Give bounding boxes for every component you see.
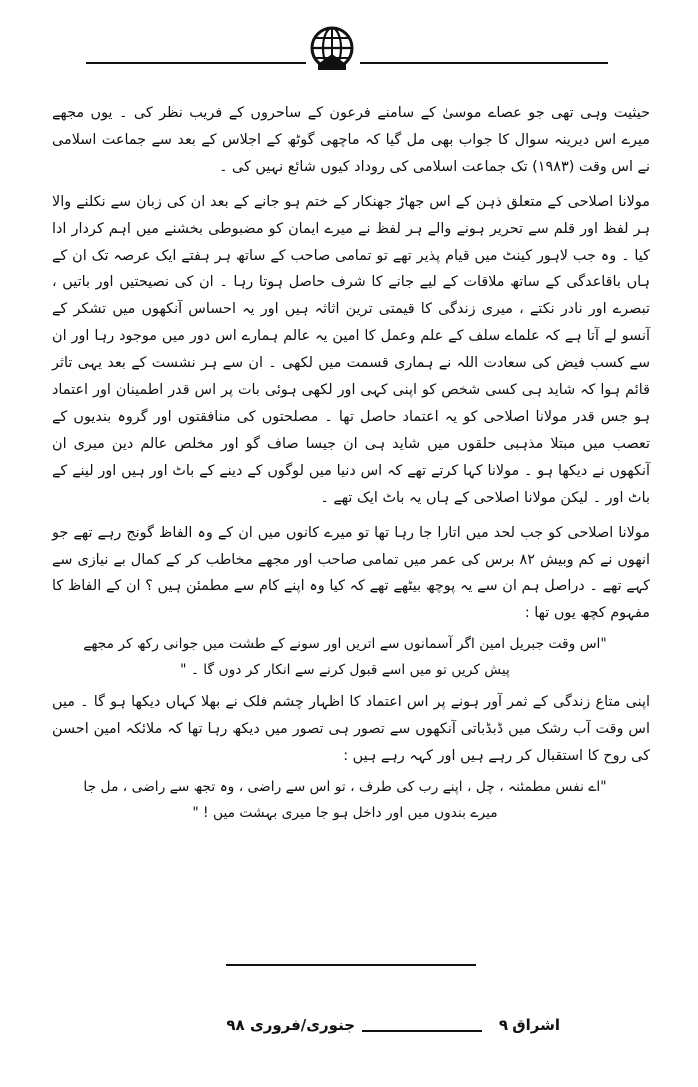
page-number: ۹ — [498, 1016, 508, 1034]
issue-date: جنوری/فروری ۹۸ — [226, 1016, 355, 1034]
header-rule-left — [86, 62, 306, 64]
article-body — [52, 100, 650, 832]
globe-logo-icon — [306, 24, 358, 76]
footer-dash — [362, 1030, 482, 1032]
end-of-article-rule — [226, 964, 476, 966]
paragraph-3: مولانا اصلاحی کو جب لحد میں اتارا جا رہا تھا تو میرے کانوں میں ان کے وہ الفاظ گونج رہے تھے جو انھوں نے کم وبیش ۸۲ برس کی عمر میں تمامی صاحب اور مجھے مخاطب کر کے کمال بے نیازی سے کہے تھے ۔ دراصل ہم ان سے یہ پوچھ بیٹھے تھے کہ کیا وہ اپنے کام سے مطمئن ہیں ؟ ان کے الفاظ کا مفہوم کچھ یوں تھا : — [52, 524, 650, 622]
magazine-name: اشراق — [512, 1016, 560, 1034]
paragraph-1: حیثیت وہی تھی جو عصاے موسیٰ کے سامنے فرعون کے ساحروں کے فریب نظر کی ۔ یوں مجھے میرے اس دیرینہ سوال کا جواب بھی مل گیا کہ ماچھی گوٹھ کے اجلاس کے بعد سے جماعت اسلامی نے اس وقت (۱۹۸۳) تک جماعت اسلامی کی روداد کیوں شائع نہیں کی ۔ — [52, 105, 650, 175]
paragraph-2: مولانا اصلاحی کے متعلق ذہن کے اس جھاڑ جھنکار کے ختم ہو جانے کے بعد ان کی زبان سے نکلنے والا ہر لفظ اور قلم سے تحریر ہونے والے ہر لفظ نے میرے ایمان کو مضبوطی بخشنے میں اہم کردار ادا کیا ۔ وہ جب لاہور کینٹ میں قیام پذیر تھے تو تمامی صاحب کے ساتھ ہر ہفتے ایک عرصہ تک ان کے ہاں باقاعدگی کے ساتھ ملاقات کے لیے جانے کا شرف حاصل ہوتا رہا ۔ ان کی نصیحتیں اور باتیں ، تبصرے اور نادر نکتے ، میری زندگی کا قیمتی ترین اثاثہ ہیں اور یہ احساس آنکھوں میں تشکر کے آنسو لے آتا ہے کہ علماے سلف کے علم وعمل کا امین یہ عالم ہمارے اس دور میں موجود رہا اور ان سے کسب فیض کی سعادت اللہ نے ہماری قسمت میں لکھی ۔ ان سے ہر نشست کے بعد یہی تاثر قائم ہوا کہ شاید ہی کسی شخص کو اپنی کہی اور لکھی ہوئی بات پر اس قدر اطمینان اور اعتماد ہو جس قدر مولانا اصلاحی کو یہ اعتماد حاصل تھا ۔ مصلحتوں کی منافقتوں اور گروہ بندیوں کے تعصب میں مبتلا مذہبی حلقوں میں شاید ہی ان جیسا صاف گو اور مخلص عالم دین میری ان آنکھوں نے دیکھا ہو ۔ مولانا کہا کرتے تھے کہ اس دنیا میں لوگوں کے دینے کے باٹ اور ہیں اور لینے کے باٹ اور ۔ لیکن مولانا اصلاحی کے ہاں یہ باٹ ایک تھے ۔ — [52, 193, 650, 506]
page-footer — [130, 1016, 560, 1044]
paragraph-4: اپنی متاع زندگی کے ثمر آور ہونے پر اس اعتماد کا اظہار چشم فلک نے بھلا کہاں دیکھا ہو گا ۔ میں اس وقت آب رشک میں ڈبڈباتی آنکھوں سے تصور ہی تصور میں دیکھ رہا تھا کہ ملائکہ امین احسن کی روح کا استقبال کر رہے ہیں اور کہہ رہے ہیں : — [52, 694, 650, 765]
quote-nafs-mutmainna: "اے نفس مطمئنہ ، چل ، اپنے رب کی طرف ، تو اس سے راضی ، وہ تجھ سے راضی ، مل جا میرے بندوں میں اور داخل ہو جا میری بہشت میں ! " — [83, 778, 607, 821]
quote-jibril: "اس وقت جبریل امین اگر آسمانوں سے اتریں اور سونے کے طشت میں جوانی رکھ کر مجھے پیش کریں تو میں اسے قبول کرنے سے انکار کر دوں گا ۔ " — [83, 636, 607, 679]
header-rule-right — [360, 62, 608, 64]
